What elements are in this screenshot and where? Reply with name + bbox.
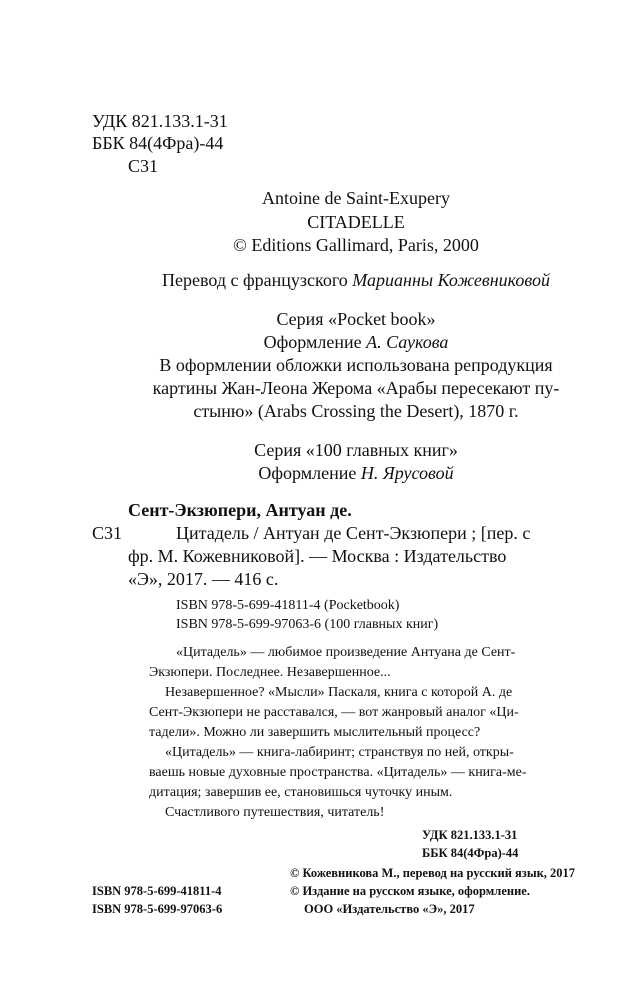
isbn-bottom: ISBN 978-5-699-97063-6	[92, 902, 223, 916]
bib-author-mark: С31	[92, 523, 123, 543]
author-mark: С31	[128, 156, 159, 176]
copyright-line: © Кожевникова М., перевод на русский язык, 2017	[290, 866, 576, 880]
annotation-line: «Цитадель» — книга-лабиринт; странствуя по ней, откры-	[165, 745, 514, 760]
cover-note-line: стыню» (Arabs Crossing the Desert), 1870 г.	[193, 401, 519, 421]
bib-description-line: фр. М. Кожевниковой]. — Москва : Издательство	[128, 546, 507, 566]
series-pocket-book: Серия «Pocket book»	[276, 309, 436, 329]
cover-note-line: картины Жан-Леона Жерома «Арабы пересекают пу-	[152, 378, 560, 398]
udk-code-bottom: УДК 821.133.1-31	[422, 828, 518, 842]
annotation-line: «Цитадель» — любимое произведение Антуана де Сент-	[176, 645, 516, 660]
translator-name: Марианны Кожевниковой	[352, 270, 550, 290]
series1-design-line	[0, 332, 632, 353]
udk-code: УДК 821.133.1-31	[92, 111, 228, 131]
original-author: Antoine de Saint-Exupery	[262, 188, 450, 208]
series2-design-line	[0, 463, 632, 484]
bbk-code: ББК 84(4Фра)-44	[92, 133, 224, 153]
translation-line	[0, 270, 632, 291]
bbk-code-bottom: ББК 84(4Фра)-44	[422, 846, 519, 860]
series-100-books: Серия «100 главных книг»	[254, 440, 458, 460]
bib-heading: Сент-Экзюпери, Антуан де.	[128, 500, 352, 520]
annotation-line: Незавершенное? «Мысли» Паскаля, книга с которой А. де	[165, 685, 513, 700]
original-title: CITADELLE	[307, 212, 405, 232]
bib-isbn: ISBN 978-5-699-97063-6 (100 главных книг)	[176, 617, 439, 632]
annotation-line: дитация; завершив ее, становишься чуточку иным.	[149, 785, 453, 800]
cover-note-line: В оформлении обложки использована репродукция	[159, 355, 553, 375]
annotation-line: ваешь новые духовные пространства. «Цитадель» — книга-ме-	[149, 765, 527, 780]
annotation-line: Сент-Экзюпери не расставался, — вот жанровый аналог «Ци-	[149, 705, 519, 720]
bib-description-line: Цитадель / Антуан де Сент-Экзюпери ; [пер. с	[176, 523, 531, 543]
bib-description-line: «Э», 2017. — 416 с.	[128, 569, 279, 589]
bib-isbn: ISBN 978-5-699-41811-4 (Pocketbook)	[176, 598, 400, 613]
translation-prefix: Перевод с французского	[162, 270, 353, 290]
designer-name: Н. Ярусовой	[360, 463, 454, 483]
annotation-line: Экзюпери. Последнее. Незавершенное...	[149, 665, 391, 680]
design-prefix: Оформление	[258, 463, 361, 483]
isbn-bottom: ISBN 978-5-699-41811-4	[92, 884, 222, 898]
original-copyright: © Editions Gallimard, Paris, 2000	[233, 235, 479, 255]
annotation-line: тадели». Можно ли завершить мыслительный процесс?	[149, 725, 481, 740]
annotation-line: Счастливого путешествия, читатель!	[165, 805, 385, 820]
copyright-line: © Издание на русском языке, оформление.	[290, 884, 530, 898]
copyright-line: ООО «Издательство «Э», 2017	[304, 902, 475, 916]
designer-name: А. Саукова	[366, 332, 449, 352]
design-prefix: Оформление	[263, 332, 367, 352]
